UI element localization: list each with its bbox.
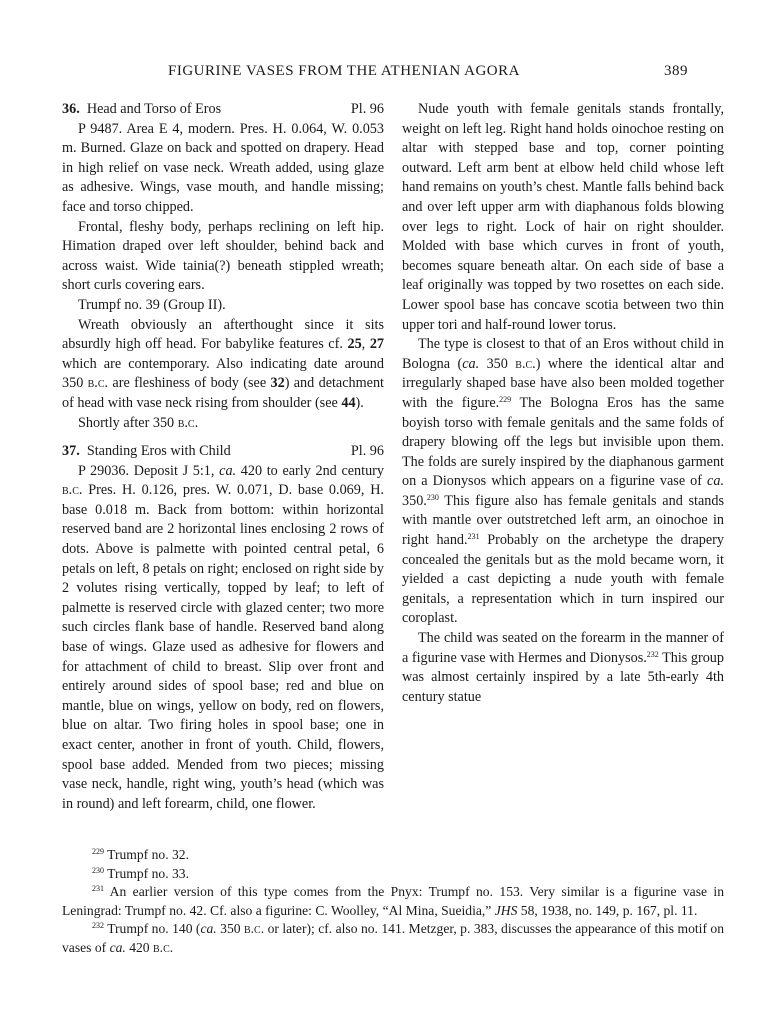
entry-36-heading <box>62 100 384 120</box>
entry-36-discussion: Wreath obviously an afterthought since it sits absurdly high off head. For babylike features cf. 25, 27 which are contemporary. Also indicating date around 350 b.c. are fleshiness of body (see 32) and detachment of head with vase neck rising from shoulder (see 44). <box>62 316 384 411</box>
footnote-229: $^{229}$ Trumpf no. 32. <box>92 847 189 862</box>
entry-36-reference: Trumpf no. 39 (Group II). <box>78 296 226 313</box>
entry-36-description: P 9487. Area E 4, modern. Pres. H. 0.064, W. 0.053 m. Burned. Glaze on back and spotted on drapery. Head in high relief on vase neck. Wreath added, using glaze as adhesive. Wings, vase mouth, and handle missing; face and torso chipped. <box>62 120 384 215</box>
left-column <box>62 100 384 814</box>
footnote-ref-232: 232 <box>646 649 659 659</box>
running-title: FIGURINE VASES FROM THE ATHENIAN AGORA <box>168 63 520 79</box>
right-column <box>402 100 724 707</box>
entry-37-number: 37. <box>62 443 80 460</box>
running-header <box>168 63 688 80</box>
entry-37-body: Nude youth with female genitals stands frontally, weight on left leg. Right hand holds oinochoe resting on altar with stepped base and top, corner pointing outward. Left arm bent at elbow held child whose left hand remains on youth’s chest. Mantle falls behind back and over left upper arm with diaphanous folds blowing over legs to right. Lock of hair on right shoulder. Molded with base which curves in front of youth, becomes square beneath altar. On each side of base a leaf originally was topped by two rosettes on each side. Lower spool base has concave scotia between two thin upper tori and half-round lower torus. <box>402 101 724 333</box>
entry-37-plate: Pl. 96 <box>350 443 384 460</box>
entry-37-title: Standing Eros with Child <box>86 443 231 460</box>
entry-36-body: Frontal, fleshy body, perhaps reclining on left hip. Himation draped over left shoulder, behind back and across waist. Wide tainia(?) beneath stippled wreath; short curls covering ears. <box>62 218 384 294</box>
entry-36-number: 36. <box>62 101 80 117</box>
footnote-ref-230: 230 <box>426 492 439 502</box>
footnote-232: $^{232}$ Trumpf no. 140 (ca. 350 b.c. or later); cf. also no. 141. Metzger, p. 383, discusses the appearance of this motif on vases of ca. 420 b.c. <box>62 921 725 955</box>
footnote-ref-229: 229 <box>499 394 512 404</box>
page-number: 389 <box>664 63 688 79</box>
entry-37-child: The child was seated on the forearm in the manner of a figurine vase with Hermes and Dionysos.$^{232}$ This group was almost certainly inspired by a late 5th-early 4th century statue <box>402 630 724 705</box>
entry-37-description: P 29036. Deposit J 5:1, ca. 420 to early 2nd century b.c. Pres. H. 0.126, pres. W. 0.071, D. base 0.069, H. base 0.018 m. Back from bottom: within horizontal reserved band are 2 horizontal lines enclosing 2 rows of dots. Above is palmette with pointed central petal, 6 petals on left, 8 petals on right; enclosed on right side by 2 volutes rising vertically, topped by leaf; to left of palmette is reserved circle with glazed center; two more such circles flank base of handle. Reserved band along base of wings. Glaze used as adhesive for flowers and for attachment of child to breast. Slip over front and entirely around sides of spool base; red and blue on mantle, blue on wings, yellow on body, red on flowers, blue on altar. Two firing holes in spool base; one in exact center, another in front of youth. Child, flowers, spool base added. Mended from two pieces; missing vase neck, handle, right wing, youth’s head (which was in round) and left forearm, child, one flower. <box>62 462 385 812</box>
entry-36-title: Head and Torso of Eros <box>86 101 222 117</box>
entry-37-heading <box>62 442 384 462</box>
entry-36-plate: Pl. 96 <box>350 101 384 117</box>
footnote-230: $^{230}$ Trumpf no. 33. <box>92 865 189 881</box>
entry-37-comparison: The type is closest to that of an Eros without child in Bologna (ca. 350 b.c.) where the identical altar and irregularly shaped base have also been molded together with the figure.$^{229}$ The Bologna Eros has the same boyish torso with female genitals and the same folds of drapery blowing off the legs but invisible upon them. The folds are surely inspired by the diaphanous garment on a Dionysos which appears on a figurine vase of ca. 350.$^{230}$ This figure also has female genitals and stands with mantle over outstretched left arm, an oinochoe in right hand.$^{231}$ Probably on the archetype the drapery concealed the genitals but as the mold became worn, it yielded a cast depicting a nude youth with female genitals, a representation which in turn inspired our coroplast. <box>402 336 725 627</box>
footnote-231: $^{231}$ An earlier version of this type comes from the Pnyx: Trumpf no. 153. Very similar is a figurine vase in Leningrad: Trumpf no. 42. Cf. also a figurine: C. Woolley, “Al Mina, Sueidia,” JHS 58, 1938, no. 149, p. 167, pl. 11. <box>62 884 724 918</box>
footnotes <box>62 846 724 957</box>
entry-36-date: Shortly after 350 b.c. <box>78 414 199 431</box>
footnote-ref-231: 231 <box>467 532 480 542</box>
